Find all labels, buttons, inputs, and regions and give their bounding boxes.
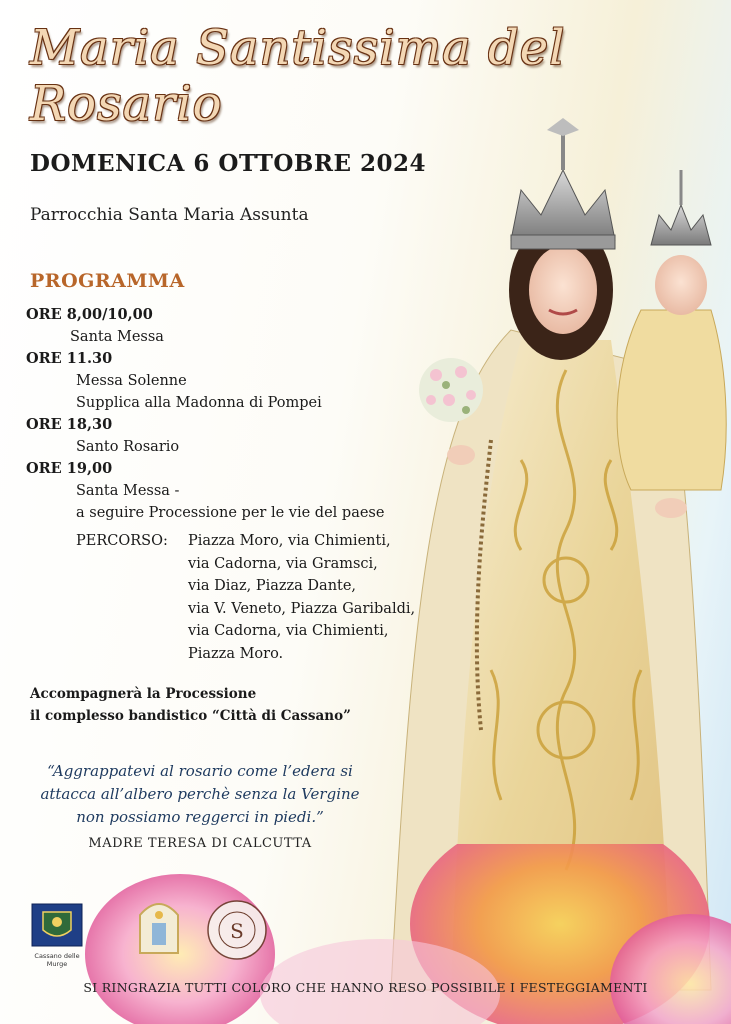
svg-text:S: S	[230, 919, 244, 943]
quote-author: MADRE TERESA DI CALCUTTA	[88, 836, 312, 851]
roses-decoration	[0, 844, 731, 1024]
event-date: DOMENICA 6 OTTOBRE 2024	[30, 150, 427, 177]
route-line: via Cadorna, via Gramsci,	[188, 555, 378, 572]
church-emblem-icon	[130, 895, 188, 955]
town-crest-icon	[28, 902, 86, 948]
footer-thanks: SI RINGRAZIA TUTTI COLORO CHE HANNO RESO POSSIBILE I FESTEGGIAMENTI	[83, 980, 648, 995]
cassano-logo-text: Cassano delle Murge	[34, 952, 80, 968]
program-item: Messa Solenne	[76, 373, 187, 389]
route-line: via Cadorna, via Chimienti,	[188, 623, 389, 639]
program-item: Santa Messa	[70, 329, 164, 345]
band-line: Accompagnerà la Processione	[30, 686, 257, 702]
band-notice	[30, 683, 351, 727]
seal-emblem-icon	[205, 898, 269, 962]
program-time: ORE 18,30	[26, 416, 113, 433]
route-line: Piazza Moro.	[188, 645, 284, 662]
program-item: Supplica alla Madonna di Pompei	[76, 395, 322, 411]
association-logo	[205, 898, 269, 966]
cassano-logo	[28, 902, 86, 968]
program-item: Santo Rosario	[76, 439, 180, 455]
program-item: Santa Messa -	[76, 483, 180, 499]
program-item: a seguire Processione per le vie del paese	[76, 505, 385, 521]
band-line: il complesso bandistico “Città di Cassano”	[30, 708, 351, 724]
quote-text: “Aggrappatevi al rosario come l’edera si attacca all’albero perchè senza la Vergine non possiamo reggerci in piedi.”	[40, 762, 360, 826]
program-time: ORE 8,00/10,00	[26, 306, 153, 323]
page-title: Maria Santissima del Rosario	[30, 20, 566, 132]
parish-name: Parrocchia Santa Maria Assunta	[30, 205, 309, 225]
route-line: via V. Veneto, Piazza Garibaldi,	[188, 600, 416, 617]
program-schedule	[26, 304, 446, 524]
program-time: ORE 11.30	[26, 350, 113, 367]
route-line: via Diaz, Piazza Dante,	[188, 578, 357, 594]
route-label: PERCORSO:	[76, 533, 168, 549]
procession-route	[76, 530, 415, 665]
route-line: Piazza Moro, via Chimienti,	[188, 533, 391, 549]
program-heading: PROGRAMMA	[30, 270, 185, 292]
committee-logo	[130, 895, 188, 959]
program-time: ORE 19,00	[26, 460, 113, 477]
